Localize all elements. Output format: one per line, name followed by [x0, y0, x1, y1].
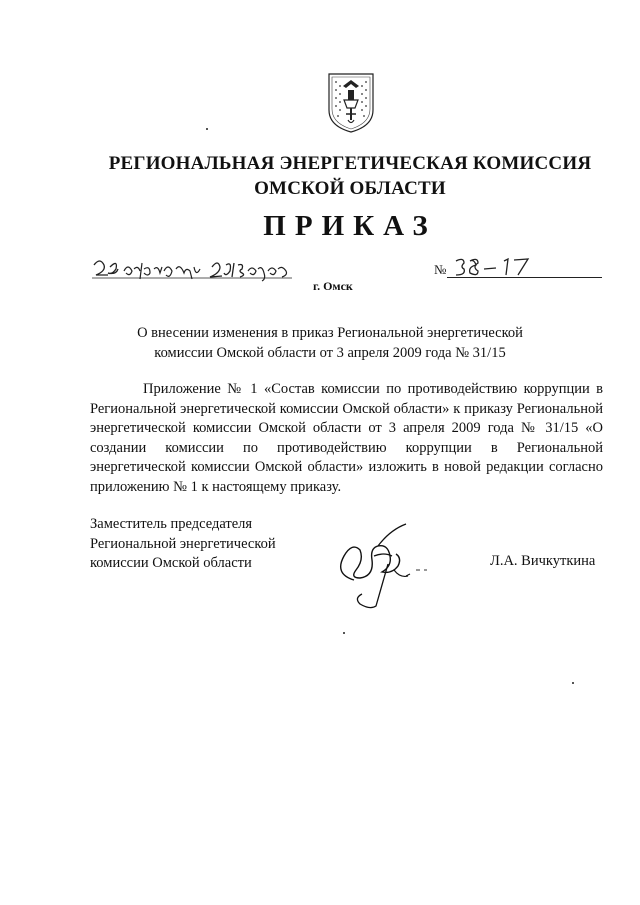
handwritten-signature: [330, 520, 430, 610]
document-title: ПРИКАЗ: [263, 210, 437, 242]
handwritten-date: [92, 255, 292, 285]
city-label: г. Омск: [313, 279, 353, 293]
scan-speck: [206, 128, 208, 130]
scan-speck: [572, 682, 574, 684]
document-body: [90, 380, 603, 498]
body-paragraph: Приложение № 1 «Состав комиссии по противодействию коррупции в Региональной энергетической комиссии Омской области» к приказу Региональной энергетической комиссии Омской области от 3 апреля 2009 года № 31/15 «О создании комиссии по противодействию коррупции в Региональной энергетической комиссии Омской области» изложить в новой редакции согласно приложению № 1 к настоящему приказу.: [90, 381, 603, 495]
signer-title-line1: Заместитель председателя: [90, 516, 253, 532]
signer-title-line3: комиссии Омской области: [90, 555, 252, 572]
handwritten-number: [452, 255, 532, 279]
document-subject: [90, 323, 570, 363]
organization-name-line1: РЕГИОНАЛЬНАЯ ЭНЕРГЕТИЧЕСКАЯ КОМИССИЯ: [108, 153, 592, 174]
signer-block: [90, 515, 276, 574]
subject-line1: О внесении изменения в приказ Региональной энергетической: [137, 325, 523, 341]
scan-speck: [343, 632, 345, 634]
signer-title-line2: Региональной энергетической: [90, 535, 276, 552]
coat-of-arms-emblem: [326, 70, 376, 134]
number-label: №: [434, 262, 447, 277]
signer-name: Л.А. Вичкуткина: [490, 553, 596, 569]
subject-line2: комиссии Омской области от 3 апреля 2009 года № 31/15: [154, 345, 506, 361]
organization-name-line2: ОМСКОЙ ОБЛАСТИ: [254, 178, 446, 199]
